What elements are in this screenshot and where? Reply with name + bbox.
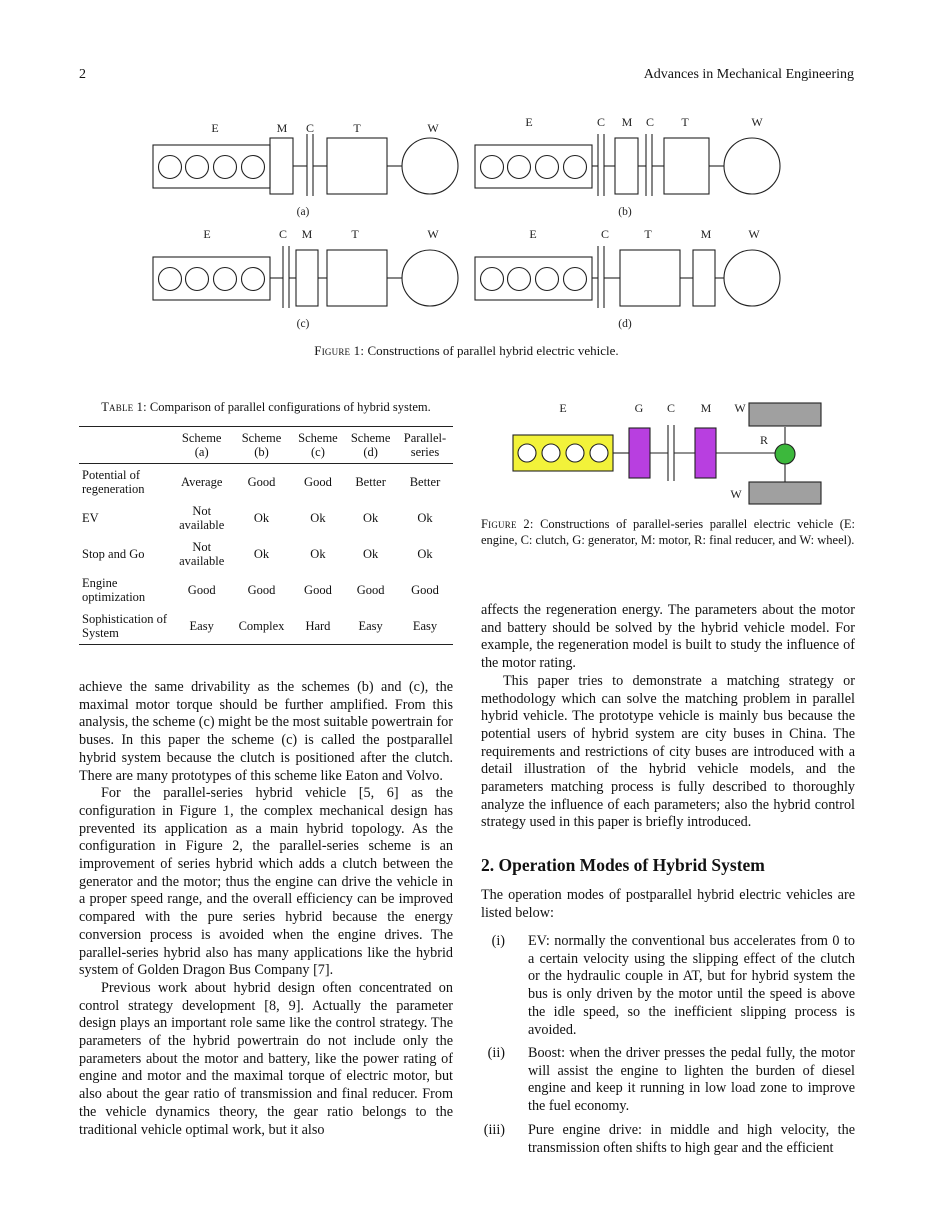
column-header: Scheme (c)	[292, 427, 345, 464]
label-t: T	[351, 227, 359, 241]
table-cell: Ok	[310, 510, 326, 525]
list-number: (iii)	[483, 1122, 505, 1138]
table-cell: Better	[355, 474, 386, 489]
paragraph: achieve the same drivability as the schemes (b) and (c), the maximal motor torque should be further amplified. From this analysis, the scheme (c) might be the most suitable powertrain for buses. In this paper the scheme (c) is called the postparallel hybrid system because the clutch is positioned after the clutch. There are many prototypes of this scheme like Eaton and Volvo.	[79, 679, 453, 784]
label-c: C	[278, 227, 288, 241]
table-cell: Good	[247, 582, 276, 597]
table-cell: Good	[247, 474, 276, 489]
label-m: M	[700, 227, 712, 241]
label-w-top: W	[734, 401, 746, 415]
label-w: W	[427, 227, 439, 241]
right-column-text	[481, 602, 855, 832]
caption-label: Figure 2:	[481, 517, 534, 531]
column-header: Scheme (a)	[172, 427, 231, 464]
list-text: EV: normally the conventional bus accelerates from 0 to a certain velocity using the slipping effect of the clutch or the hydraulic couple in AT, but for hybrid system the bus is only driven by the motor until the speed is above the idle speed, so the inefficient slipping process is avoided.	[528, 933, 855, 1038]
table-cell: Ok	[253, 510, 270, 525]
table-row	[79, 608, 453, 645]
label-c: C	[600, 227, 610, 241]
label-r: R	[759, 433, 769, 447]
panel-label: (a)	[296, 206, 310, 218]
table-cell: Good	[304, 582, 332, 597]
label-m: M	[276, 121, 288, 135]
table-cell: Good	[356, 582, 385, 597]
label-w-bottom: W	[730, 487, 742, 501]
row-header: Potential of regeneration	[82, 467, 145, 496]
section-heading: 2. Operation Modes of Hybrid System	[481, 855, 765, 875]
caption-text: Constructions of parallel hybrid electric vehicle.	[364, 343, 619, 358]
label-m: M	[621, 115, 633, 129]
row-header: EV	[82, 510, 99, 525]
list-number: (i)	[491, 933, 505, 949]
column-header: Scheme (d)	[344, 427, 397, 464]
label-e: E	[211, 121, 219, 135]
caption-text: Comparison of parallel configurations of hybrid system.	[146, 400, 431, 414]
table-cell: Hard	[292, 608, 345, 645]
caption-label: Figure 1:	[314, 343, 365, 358]
table-cell: Not available	[179, 539, 225, 568]
table-cell: Easy	[397, 608, 453, 645]
list-number: (ii)	[487, 1045, 505, 1061]
label-w: W	[751, 115, 763, 129]
table-cell: Ok	[310, 546, 326, 561]
column-header: Scheme (b)	[231, 427, 291, 464]
label-m: M	[301, 227, 313, 241]
paragraph: Previous work about hybrid design often concentrated on control strategy development [8, 9]. Actually the parameter design plays an important role same like the control strategy. The parameters of the hybrid powertrain do not include only the parameters about the motor and battery, like the power rating of engine and motor and the maximal torque of electric motor, but also about the gear ratio of transmission and final reducer. From the vehicle dynamics theory, the gear ratio belongs to the traditional vehicle optimal work, but it also	[79, 979, 453, 1138]
table-cell: Average	[180, 474, 223, 489]
row-header: Sophistication of System	[79, 608, 172, 645]
label-t: T	[681, 115, 689, 129]
table-cell: Easy	[172, 608, 231, 645]
column-header: Parallel- series	[397, 427, 453, 464]
label-t: T	[353, 121, 361, 135]
journal-title: Advances in Mechanical Engineering	[643, 67, 854, 82]
label-e: E	[559, 401, 567, 415]
caption-text: Constructions of parallel-series parallel electric vehicle (E: engine, C: clutch, G: generator, M: motor, R: final reducer, and W: wheel).	[481, 517, 855, 547]
list-text: Pure engine drive: in middle and high velocity, the transmission often shifts to high gear and the efficient	[528, 1122, 855, 1156]
table-cell: Better	[409, 474, 441, 489]
list-item	[481, 933, 855, 1039]
row-header: Stop and Go	[82, 546, 145, 561]
list-item	[481, 1122, 855, 1157]
generator-block	[629, 428, 650, 478]
wheel-top	[749, 403, 821, 426]
final-reducer	[775, 444, 795, 464]
table-cell: Good	[187, 582, 216, 597]
table-cell: Not available	[179, 503, 225, 532]
label-c: C	[305, 121, 315, 135]
section-intro: The operation modes of postparallel hybrid electric vehicles are listed below:	[481, 887, 855, 921]
panel-label: (c)	[296, 318, 310, 330]
table-cell: Ok	[362, 510, 379, 525]
caption-label: Table 1:	[101, 400, 147, 414]
page-number: 2	[79, 67, 86, 82]
list-item	[481, 1045, 855, 1116]
panel-label: (d)	[618, 318, 632, 330]
label-w: W	[427, 121, 439, 135]
table-cell: Good	[411, 582, 439, 597]
motor-block	[695, 428, 716, 478]
label-g: G	[634, 401, 644, 415]
label-c: C	[645, 115, 655, 129]
paragraph: For the parallel-series hybrid vehicle [5, 6] as the configuration in Figure 1, the complex mechanical design has prevented its application as a main hybrid topology. As the configuration in Figure 2, the parallel-series scheme is an improvement of series hybrid which adds a clutch between the generator and the motor; thus the engine can drive the vehicle in a proper speed range, and the overall efficiency can be improved compared with the pure series hybrid because the energy conversion process is avoided when the engine drives. The parallel-series hybrid also has many applications like the hybrid system of Golden Dragon Bus Company [7].	[79, 785, 453, 979]
list-text: Boost: when the driver presses the pedal fully, the motor will assist the engine to lighten the burden of diesel engine and keep it running in low load zone to improve the fuel economy.	[528, 1045, 855, 1115]
left-column-text	[79, 679, 453, 1139]
table-cell: Easy	[344, 608, 397, 645]
table-cell: Ok	[417, 546, 433, 561]
wheel-bottom	[749, 482, 821, 504]
figure-2	[0, 0, 933, 520]
table-cell: Ok	[362, 546, 379, 561]
label-w: W	[748, 227, 760, 241]
figure-2-caption	[481, 516, 855, 548]
label-e: E	[203, 227, 211, 241]
paragraph: affects the regeneration energy. The parameters about the motor and battery should be solved by the hybrid vehicle model. For example, the regeneration model is built to study the influence of the motor rating.	[481, 602, 855, 672]
table-row	[79, 536, 453, 572]
label-c: C	[596, 115, 606, 129]
panel-label: (b)	[618, 206, 632, 218]
label-c: C	[666, 401, 676, 415]
paragraph: This paper tries to demonstrate a matching strategy or methodology which can solve the matching problem in parallel hybrid vehicle. The prototype vehicle is mainly bus because the potential users of hybrid system are city buses in China. The requirements and restrictions of city buses are introduced with a detail illustration of the hybrid vehicle models, and the parameters matching process is fully described to thoroughly analyze the influence of each parameters; also the hybrid control strategy used in this paper is briefly introduced.	[481, 672, 855, 831]
row-header: Engine optimization	[82, 575, 146, 604]
table-cell: Good	[304, 474, 332, 489]
table-cell: Ok	[253, 546, 270, 561]
label-t: T	[644, 227, 652, 241]
label-m: M	[700, 401, 712, 415]
label-e: E	[525, 115, 533, 129]
table-cell: Complex	[231, 608, 291, 645]
table-row	[79, 572, 453, 608]
table-cell: Ok	[417, 510, 433, 525]
label-e: E	[529, 227, 537, 241]
